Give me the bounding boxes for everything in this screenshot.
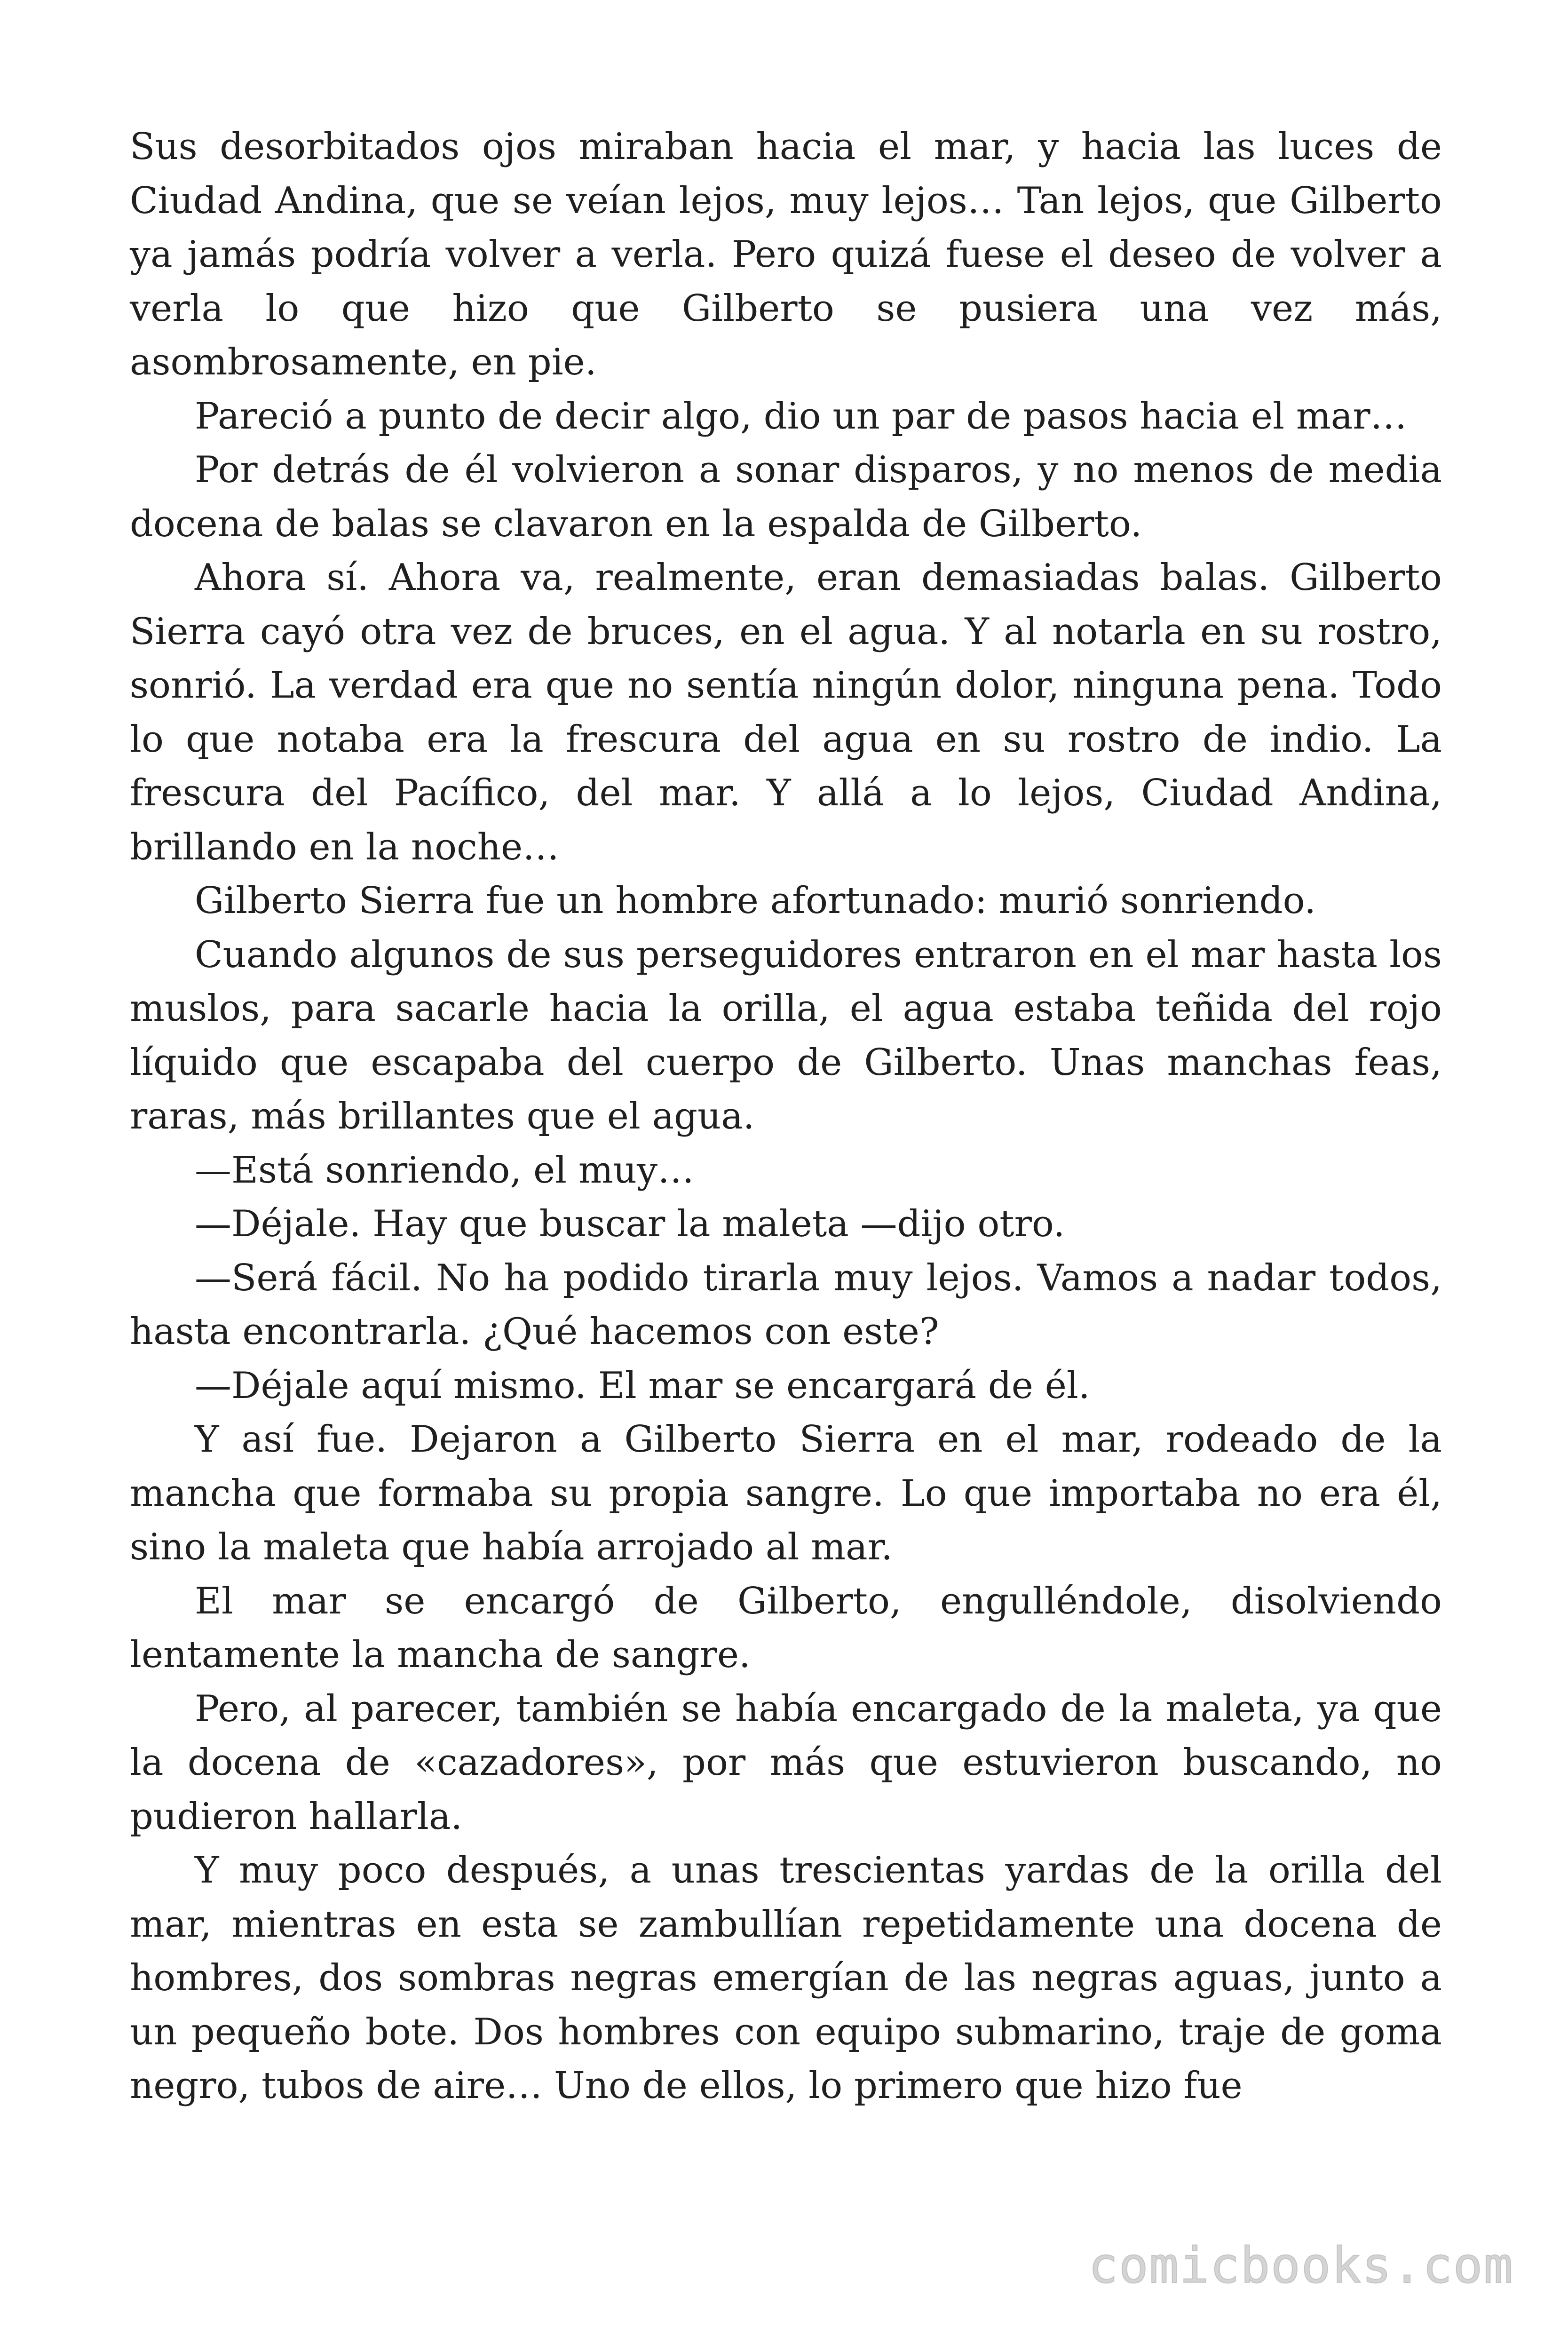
paragraph: Pareció a punto de decir algo, dio un par de pasos hacia el mar… xyxy=(195,395,1407,437)
paragraph: Por detrás de él volvieron a sonar disparos, y no menos de media docena de balas se clavaron en la espalda de Gilberto. xyxy=(130,449,1442,545)
paragraph: Pero, al parecer, también se había encargado de la maleta, ya que la docena de «cazadores», por más que estuvieron buscando, no pudieron hallarla. xyxy=(130,1687,1442,1838)
paragraph: —Déjale aquí mismo. El mar se encargará de él. xyxy=(195,1364,1090,1407)
paragraph: Cuando algunos de sus perseguidores entraron en el mar hasta los muslos, para sacarle hacia la orilla, el agua estaba teñida del rojo líquido que escapaba del cuerpo de Gilberto. Unas manchas feas, raras, más brillantes que el agua. xyxy=(130,933,1442,1137)
paragraph: Gilberto Sierra fue un hombre afortunado: murió sonriendo. xyxy=(195,880,1316,922)
paragraph: Y muy poco después, a unas trescientas yardas de la orilla del mar, mientras en esta se zambullían repetidamente una docena de hombres, dos sombras negras emergían de las negras aguas, junto a un pequeño bote. Dos hombres con equipo submarino, traje de goma negro, tubos de aire… Uno de ellos, lo primero que hizo fue xyxy=(130,1849,1442,2107)
paragraph: —Será fácil. No ha podido tirarla muy lejos. Vamos a nadar todos, hasta encontrarla. ¿Qué hacemos con este? xyxy=(130,1256,1442,1353)
page-body xyxy=(130,120,1442,2113)
paragraph: El mar se encargó de Gilberto, engulléndole, disolviendo lentamente la mancha de sangre. xyxy=(130,1580,1442,1676)
paragraph: Ahora sí. Ahora va, realmente, eran demasiadas balas. Gilberto Sierra cayó otra vez de bruces, en el agua. Y al notarla en su rostro, sonrió. La verdad era que no sentía ningún dolor, ninguna pena. Todo lo que notaba era la frescura del agua en su rostro de indio. La frescura del Pacífico, del mar. Y allá a lo lejos, Ciudad Andina, brillando en la noche… xyxy=(130,556,1442,868)
paragraph: Y así fue. Dejaron a Gilberto Sierra en el mar, rodeado de la mancha que formaba su propia sangre. Lo que importaba no era él, sino la maleta que había arrojado al mar. xyxy=(130,1418,1442,1568)
paragraph: —Está sonriendo, el muy… xyxy=(195,1149,695,1192)
watermark: comicbooks.com xyxy=(1088,2237,1514,2294)
paragraph: —Déjale. Hay que buscar la maleta —dijo otro. xyxy=(195,1203,1065,1245)
paragraph: Sus desorbitados ojos miraban hacia el mar, y hacia las luces de Ciudad Andina, que se veían lejos, muy lejos… Tan lejos, que Gilberto ya jamás podría volver a verla. Pero quizá fuese el deseo de volver a verla lo que hizo que Gilberto se pusiera una vez más, asombrosamente, en pie. xyxy=(130,126,1442,383)
